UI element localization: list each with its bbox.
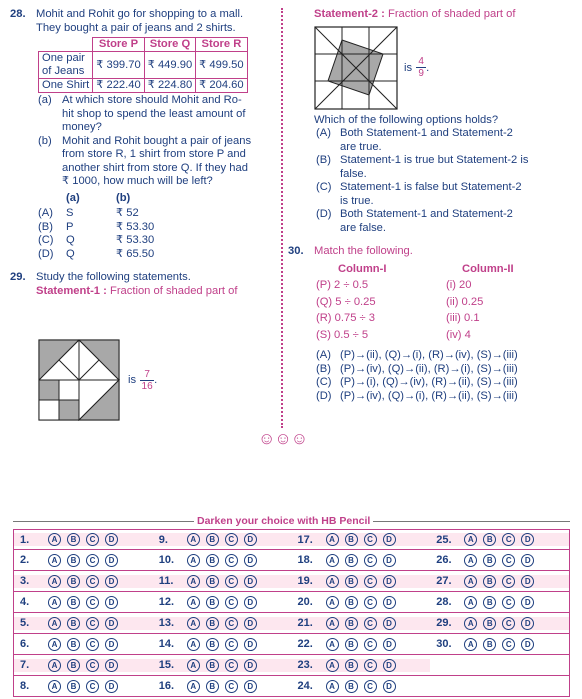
- question-text: Match the following.: [314, 245, 413, 257]
- answer-bubble-b[interactable]: B: [483, 533, 496, 546]
- table-cell: ₹ 449.90: [144, 52, 195, 79]
- answer-cell: [153, 533, 292, 546]
- table-header: [39, 38, 93, 52]
- answer-bubble-c[interactable]: C: [225, 659, 238, 672]
- option[interactable]: (A) S ₹ 52: [38, 207, 139, 219]
- answer-cell: [153, 680, 292, 693]
- answer-bubble-d[interactable]: D: [244, 533, 257, 546]
- answer-bubble-a[interactable]: A: [48, 596, 61, 609]
- answer-bubble-a[interactable]: A: [464, 575, 477, 588]
- sub-text: another shirt from store Q. If they had: [62, 161, 248, 174]
- answer-bubble-b[interactable]: B: [345, 680, 358, 693]
- answer-bubble-a[interactable]: A: [187, 533, 200, 546]
- left-column: [10, 0, 278, 392]
- answer-bubble-a[interactable]: A: [187, 659, 200, 672]
- question-29-prompt: Which of the following options holds?: [314, 113, 499, 126]
- answer-number: 14.: [158, 638, 175, 650]
- answer-bubble-c[interactable]: C: [225, 575, 238, 588]
- answer-bubble-c[interactable]: C: [502, 554, 515, 567]
- answer-bubble-b[interactable]: B: [67, 680, 80, 693]
- table-row: [39, 79, 248, 93]
- answer-cell: [14, 617, 153, 630]
- answer-row: [14, 613, 569, 634]
- question-29: [10, 271, 278, 298]
- answer-bubble-c[interactable]: C: [364, 659, 377, 672]
- answer-bubble-b[interactable]: B: [67, 533, 80, 546]
- answer-cell: [430, 554, 569, 567]
- answer-bubble-c[interactable]: C: [225, 554, 238, 567]
- answer-bubble-a[interactable]: A: [326, 680, 339, 693]
- answer-cell: [292, 680, 431, 693]
- answer-bubble-d[interactable]: D: [105, 638, 118, 651]
- is-text: is: [404, 61, 413, 74]
- answer-number: 13.: [158, 617, 175, 629]
- answer-bubble-d[interactable]: D: [105, 554, 118, 567]
- answer-bubble-a[interactable]: A: [326, 659, 339, 672]
- answer-cell: [14, 638, 153, 651]
- answer-cell: [153, 554, 292, 567]
- statement-label: Statement-1 :: [36, 284, 107, 297]
- options-29: [314, 127, 578, 235]
- sub-text: ₹ 1000, how much will be left?: [62, 175, 213, 187]
- answer-bubble-a[interactable]: A: [187, 554, 200, 567]
- answer-bubble-b[interactable]: B: [345, 638, 358, 651]
- answer-bubble-d[interactable]: D: [105, 596, 118, 609]
- answer-cell: [14, 596, 153, 609]
- sub-label: (b): [38, 134, 52, 147]
- answer-cell: [14, 575, 153, 588]
- answer-bubble-c[interactable]: C: [364, 680, 377, 693]
- answer-cell: [292, 638, 431, 651]
- question-number: 28.: [10, 8, 26, 20]
- answer-number: 21.: [297, 617, 313, 629]
- answer-bubble-b[interactable]: B: [345, 596, 358, 609]
- answer-bubble-c[interactable]: C: [502, 617, 515, 630]
- answer-cell: [430, 533, 569, 546]
- sub-question-b: [38, 135, 278, 189]
- answer-bubble-c[interactable]: C: [86, 554, 99, 567]
- answer-bubble-d[interactable]: D: [521, 533, 534, 546]
- answer-bubble-a[interactable]: A: [326, 575, 339, 588]
- answer-bubble-b[interactable]: B: [206, 596, 219, 609]
- answer-number: 22.: [297, 638, 313, 650]
- answer-row: [14, 571, 569, 592]
- question-text: Study the following statements.: [36, 271, 191, 283]
- answer-bubble-d[interactable]: D: [244, 617, 257, 630]
- answer-bubble-b[interactable]: B: [345, 533, 358, 546]
- answer-bubble-b[interactable]: B: [67, 659, 80, 672]
- answer-number: 7.: [20, 659, 30, 671]
- answer-bubble-b[interactable]: B: [206, 575, 219, 588]
- answer-bubble-a[interactable]: A: [326, 638, 339, 651]
- answer-bubble-a[interactable]: A: [326, 596, 339, 609]
- answer-bubble-a[interactable]: A: [326, 554, 339, 567]
- sub-text: At which store should Mohit and Ro-: [62, 94, 242, 106]
- answer-bubble-c[interactable]: C: [502, 533, 515, 546]
- option-header: (b): [116, 191, 131, 204]
- answer-number: 2.: [20, 554, 30, 566]
- answer-bubble-a[interactable]: A: [48, 638, 61, 651]
- answer-bubble-a[interactable]: A: [464, 638, 477, 651]
- answer-bubble-c[interactable]: C: [364, 617, 377, 630]
- is-text: is: [128, 374, 137, 386]
- answer-number: 29.: [436, 617, 452, 629]
- options-30: [314, 349, 578, 403]
- answer-cell: [430, 617, 569, 630]
- answer-bubble-d[interactable]: D: [244, 659, 257, 672]
- answer-bubble-a[interactable]: A: [48, 617, 61, 630]
- answer-number: 15.: [158, 659, 175, 671]
- answer-cell: [292, 554, 431, 567]
- answer-cell: [153, 638, 292, 651]
- answer-bubble-d[interactable]: D: [383, 533, 396, 546]
- sub-text: from store R, 1 shirt from store P and: [62, 148, 246, 160]
- answer-bubble-b[interactable]: B: [67, 575, 80, 588]
- answer-bubble-b[interactable]: B: [206, 554, 219, 567]
- sub-text: money?: [62, 121, 102, 133]
- option[interactable]: (D) Q ₹ 65.50: [38, 247, 155, 260]
- answer-number: 1.: [20, 533, 30, 546]
- answer-bubble-b[interactable]: B: [67, 554, 80, 567]
- right-column: [288, 0, 578, 403]
- answer-bubble-d[interactable]: D: [521, 554, 534, 567]
- answer-cell: [14, 680, 153, 693]
- sub-question-a: [38, 94, 278, 135]
- answer-bubble-a[interactable]: A: [48, 554, 61, 567]
- answer-bubble-a[interactable]: A: [326, 617, 339, 630]
- question-number: 29.: [10, 271, 26, 283]
- statement-label: Statement-2 :: [314, 8, 385, 20]
- answer-bubble-d[interactable]: D: [244, 596, 257, 609]
- answer-bubble-c[interactable]: C: [225, 533, 238, 546]
- sub-text: hit shop to spend the least amount of: [62, 107, 246, 120]
- answer-bubble-c[interactable]: C: [364, 554, 377, 567]
- row-label: One pair of Jeans: [39, 52, 93, 79]
- answer-bubble-d[interactable]: D: [383, 617, 396, 630]
- answer-cell: [430, 596, 569, 609]
- table-cell: ₹ 222.40: [93, 79, 144, 93]
- answer-bubble-c[interactable]: C: [225, 596, 238, 609]
- fraction: [140, 369, 154, 392]
- shaded-square-figure-1: [38, 339, 120, 421]
- table-cell: ₹ 499.50: [196, 52, 247, 79]
- answer-bubble-c[interactable]: C: [364, 638, 377, 651]
- answer-number: 3.: [20, 575, 30, 587]
- table-cell: ₹ 399.70: [93, 52, 144, 79]
- answer-bubble-c[interactable]: C: [225, 680, 238, 693]
- answer-bubble-b[interactable]: B: [345, 554, 358, 567]
- match-row: (R) 0.75 ÷ 3 (iii) 0.1: [316, 312, 480, 324]
- sub-label: (a): [38, 94, 52, 106]
- row-label: One Shirt: [39, 79, 93, 93]
- shaded-square-figure-2: [314, 26, 398, 110]
- question-28: [10, 8, 278, 35]
- answer-bubble-c[interactable]: C: [86, 659, 99, 672]
- answer-bubble-d[interactable]: D: [244, 575, 257, 588]
- answer-bubble-c[interactable]: C: [225, 617, 238, 630]
- question-text: Mohit and Rohit go for shopping to a mall.: [36, 8, 244, 20]
- fraction: [416, 56, 426, 79]
- answer-number: 23.: [297, 659, 313, 671]
- answer-cell: [153, 575, 292, 588]
- answer-bubble-a[interactable]: A: [187, 617, 200, 630]
- statement-text: Fraction of shaded part of: [387, 8, 516, 20]
- answer-bubble-a[interactable]: A: [187, 680, 200, 693]
- answer-cell: [14, 533, 153, 546]
- answer-number: 5.: [20, 617, 30, 629]
- answer-cell: [292, 596, 431, 609]
- answer-bubble-a[interactable]: A: [326, 533, 339, 546]
- answer-bubble-a[interactable]: A: [48, 533, 61, 546]
- denominator: 16: [141, 380, 153, 392]
- answer-bubble-b[interactable]: B: [345, 575, 358, 588]
- answer-sheet-title: Darken your choice with HB Pencil: [194, 515, 373, 527]
- answer-row: [14, 550, 569, 571]
- option[interactable]: (C) (P)→(i), (Q)→(iv), (R)→(ii), (S)→(iii): [316, 376, 518, 388]
- answer-bubble-a[interactable]: A: [48, 575, 61, 588]
- answer-bubble-d[interactable]: D: [105, 659, 118, 672]
- answer-bubble-a[interactable]: A: [187, 638, 200, 651]
- answer-number: 16.: [158, 680, 175, 692]
- answer-bubble-a[interactable]: A: [187, 575, 200, 588]
- answer-cell: [292, 659, 431, 672]
- answer-bubble-d[interactable]: D: [105, 533, 118, 546]
- table-cell: ₹ 204.60: [196, 79, 247, 93]
- answer-number: 30.: [436, 638, 452, 650]
- answer-bubble-b[interactable]: B: [483, 617, 496, 630]
- answer-bubble-c[interactable]: C: [86, 617, 99, 630]
- answer-number: 6.: [20, 638, 30, 650]
- answer-bubble-c[interactable]: C: [502, 596, 515, 609]
- option[interactable]: (D) (P)→(iv), (Q)→(i), (R)→(ii), (S)→(iii): [316, 389, 518, 402]
- answer-bubble-a[interactable]: A: [464, 554, 477, 567]
- answer-number: 10.: [158, 554, 175, 566]
- answer-bubble-d[interactable]: D: [383, 575, 396, 588]
- answer-number: 9.: [158, 533, 168, 546]
- answer-bubble-c[interactable]: C: [225, 638, 238, 651]
- answer-bubble-d[interactable]: D: [244, 638, 257, 651]
- numerator: 7: [144, 368, 150, 380]
- option[interactable]: (B) Statement-1 is true but Statement-2 is false.: [316, 154, 529, 180]
- answer-number: 4.: [20, 596, 30, 608]
- answer-bubble-c[interactable]: C: [364, 596, 377, 609]
- answer-bubble-c[interactable]: C: [364, 575, 377, 588]
- answer-bubble-d[interactable]: D: [521, 596, 534, 609]
- smiley-icon: ☺☺☺: [258, 429, 308, 448]
- answer-number: 20.: [297, 596, 313, 608]
- table-header: Store Q: [144, 38, 195, 52]
- table-header: Store R: [196, 38, 247, 52]
- match-row: (P) 2 ÷ 0.5 (i) 20: [316, 279, 472, 291]
- match-row: (S) 0.5 ÷ 5 (iv) 4: [316, 328, 471, 341]
- option[interactable]: (C) Q ₹ 53.30: [38, 234, 155, 246]
- answer-bubble-a[interactable]: A: [48, 680, 61, 693]
- answer-row: [14, 676, 569, 697]
- answer-cell: [292, 533, 431, 546]
- answer-bubble-b[interactable]: B: [67, 596, 80, 609]
- answer-bubble-b[interactable]: B: [483, 638, 496, 651]
- question-number: 30.: [288, 245, 304, 257]
- option[interactable]: (A) (P)→(ii), (Q)→(i), (R)→(iv), (S)→(iii): [316, 349, 518, 361]
- answer-row: [14, 592, 569, 613]
- answer-bubble-c[interactable]: C: [502, 638, 515, 651]
- statement-1-figure-row: is 7 16 .: [38, 339, 157, 421]
- match-row: (Q) 5 ÷ 0.25 (ii) 0.25: [316, 295, 484, 308]
- answer-bubble-b[interactable]: B: [206, 533, 219, 546]
- answer-bubble-a[interactable]: A: [464, 533, 477, 546]
- answer-number: 27.: [436, 575, 452, 587]
- table-cell: ₹ 224.80: [144, 79, 195, 93]
- sub-text: Mohit and Rohit bought a pair of jeans: [62, 134, 252, 147]
- question-30: [288, 245, 578, 259]
- answer-bubble-c[interactable]: C: [86, 638, 99, 651]
- answer-number: 11.: [158, 575, 174, 587]
- answer-cell: [430, 638, 569, 651]
- answer-bubble-d[interactable]: D: [521, 638, 534, 651]
- answer-bubble-d[interactable]: D: [383, 680, 396, 693]
- answer-bubble-a[interactable]: A: [464, 617, 477, 630]
- answer-row: [14, 529, 569, 550]
- answer-bubble-b[interactable]: B: [206, 617, 219, 630]
- answer-number: 17.: [297, 533, 313, 546]
- answer-bubble-d[interactable]: D: [383, 659, 396, 672]
- column-header: Column-II: [462, 262, 514, 275]
- answer-bubble-b[interactable]: B: [206, 638, 219, 651]
- answer-cell: [430, 575, 569, 588]
- answer-bubble-b[interactable]: B: [67, 617, 80, 630]
- answer-bubble-d[interactable]: D: [105, 575, 118, 588]
- answer-bubble-a[interactable]: A: [187, 596, 200, 609]
- question-text: They bought a pair of jeans and 2 shirts.: [36, 21, 236, 34]
- answer-bubble-c[interactable]: C: [364, 533, 377, 546]
- answer-bubble-c[interactable]: C: [86, 680, 99, 693]
- answer-number: 28.: [436, 596, 452, 608]
- statement-text: Fraction of shaded part of: [109, 284, 238, 297]
- answer-bubble-b[interactable]: B: [483, 575, 496, 588]
- answer-bubble-c[interactable]: C: [502, 575, 515, 588]
- answer-bubble-b[interactable]: B: [206, 680, 219, 693]
- answer-bubble-d[interactable]: D: [383, 554, 396, 567]
- answer-number: 8.: [20, 680, 30, 692]
- answer-bubble-a[interactable]: A: [48, 659, 61, 672]
- answer-bubble-b[interactable]: B: [483, 554, 496, 567]
- answer-bubble-d[interactable]: D: [244, 554, 257, 567]
- answer-bubble-d[interactable]: D: [244, 680, 257, 693]
- answer-bubble-b[interactable]: B: [345, 617, 358, 630]
- answer-grid: [13, 529, 570, 697]
- options-28: [38, 192, 278, 262]
- denominator: 9: [418, 68, 424, 79]
- answer-cell: [292, 617, 431, 630]
- answer-bubble-a[interactable]: A: [464, 596, 477, 609]
- answer-number: 26.: [436, 554, 452, 566]
- answer-bubble-b[interactable]: B: [345, 659, 358, 672]
- answer-bubble-d[interactable]: D: [521, 617, 534, 630]
- answer-cell: [153, 659, 292, 672]
- answer-bubble-d[interactable]: D: [105, 617, 118, 630]
- option[interactable]: (B) P ₹ 53.30: [38, 220, 155, 233]
- answer-bubble-b[interactable]: B: [67, 638, 80, 651]
- answer-number: 12.: [158, 596, 175, 608]
- table-header: Store P: [93, 38, 144, 52]
- option[interactable]: (A) Both Statement-1 and Statement-2 are true.: [316, 127, 513, 153]
- answer-number: 18.: [297, 554, 313, 566]
- answer-bubble-d[interactable]: D: [521, 575, 534, 588]
- answer-bubble-b[interactable]: B: [483, 596, 496, 609]
- option[interactable]: (C) Statement-1 is false but Statement-2 is true.: [316, 181, 522, 207]
- answer-number: 19.: [297, 575, 313, 587]
- table-row: [39, 52, 248, 79]
- answer-cell: [292, 575, 431, 588]
- column-divider: [281, 8, 283, 428]
- answer-bubble-b[interactable]: B: [206, 659, 219, 672]
- answer-cell: [153, 617, 292, 630]
- answer-row: [14, 634, 569, 655]
- answer-bubble-c[interactable]: C: [86, 533, 99, 546]
- answer-bubble-d[interactable]: D: [383, 596, 396, 609]
- statement-2-figure-row: is 4 9 .: [314, 26, 578, 110]
- price-table: [38, 37, 248, 93]
- column-header: Column-I: [338, 262, 387, 275]
- answer-bubble-c[interactable]: C: [86, 575, 99, 588]
- answer-cell: [14, 554, 153, 567]
- answer-bubble-c[interactable]: C: [86, 596, 99, 609]
- answer-number: 24.: [297, 680, 313, 692]
- numerator: 4: [418, 56, 424, 67]
- answer-bubble-d[interactable]: D: [105, 680, 118, 693]
- answer-cell: [153, 596, 292, 609]
- answer-bubble-d[interactable]: D: [383, 638, 396, 651]
- match-table: [316, 261, 578, 344]
- answer-number: 25.: [436, 533, 452, 546]
- answer-row: [14, 655, 569, 676]
- option[interactable]: (B) (P)→(iv), (Q)→(ii), (R)→(i), (S)→(iii): [316, 362, 518, 375]
- option[interactable]: (D) Both Statement-1 and Statement-2 are false.: [316, 208, 513, 234]
- option-header: (a): [66, 191, 80, 204]
- answer-cell: [14, 659, 153, 672]
